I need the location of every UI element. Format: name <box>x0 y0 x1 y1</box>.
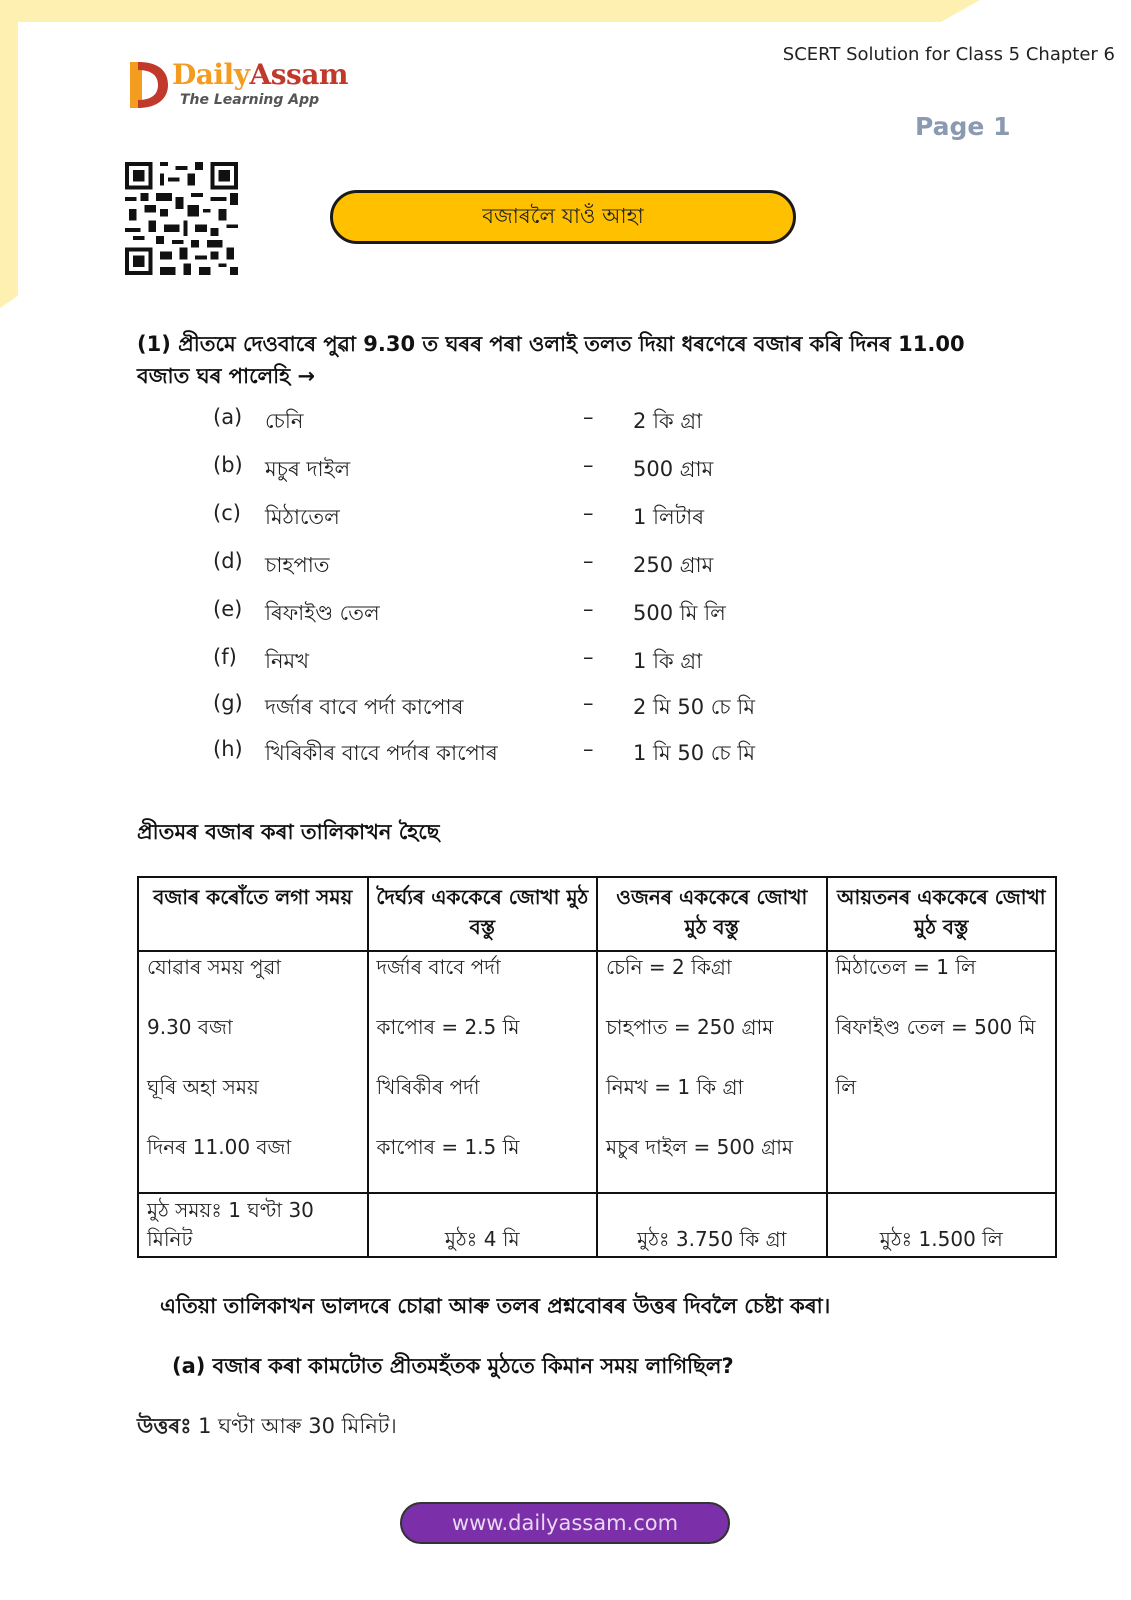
page-corner-band-left <box>0 0 18 308</box>
item-name: মচুৰ দাইল <box>265 457 351 481</box>
item-dash: – <box>583 405 594 429</box>
item-name: দৰ্জাৰ বাবে পৰ্দা কাপোৰ <box>265 695 464 719</box>
logo-tagline: The Learning App <box>180 92 320 108</box>
page-number: Page 1 <box>915 112 1011 141</box>
col-header-length: দৈৰ্ঘ্যৰ এককেৰে জোখা মুঠ বস্তু <box>368 877 598 951</box>
list-item <box>213 645 813 675</box>
item-dash: – <box>583 597 594 621</box>
question-a: (a) বজাৰ কৰা কামটোত প্ৰীতমহঁতক মুঠতে কিমান সময় লাগিছিল? <box>172 1354 734 1378</box>
item-label: (a) <box>213 405 243 429</box>
item-dash: – <box>583 691 594 715</box>
cell-line: চেনি = 2 কিগ্ৰা <box>606 955 732 979</box>
cell-weight <box>597 951 827 1193</box>
answer-label: উত্তৰঃ <box>137 1414 192 1438</box>
item-label: (c) <box>213 501 241 525</box>
item-name: ৰিফাইণ্ড তেল <box>265 601 380 625</box>
table-total-row <box>138 1193 1056 1257</box>
item-quantity: 1 লিটাৰ <box>633 505 705 529</box>
qr-code-icon[interactable] <box>125 162 238 275</box>
list-item <box>213 737 813 767</box>
logo-d-icon <box>128 60 168 110</box>
page-corner-band-top <box>0 0 980 22</box>
cell-line: কাপোৰ = 2.5 মি <box>376 1015 520 1039</box>
question-1: (1) প্ৰীতমে দেওবাৰে পুৱা 9.30 ত ঘৰৰ পৰা ওলাই তলত দিয়া ধৰণেৰে বজাৰ কৰি দিনৰ 11.00 বজাত ঘৰ পালেহি → <box>137 332 965 388</box>
item-quantity: 1 কি গ্ৰা <box>633 649 703 673</box>
item-name: নিমখ <box>265 649 309 673</box>
item-name: চেনি <box>265 409 304 433</box>
answer <box>137 1410 397 1445</box>
item-name: খিৰিকীৰ বাবে পৰ্দাৰ কাপোৰ <box>265 741 498 765</box>
document-title: SCERT Solution for Class 5 Chapter 6 <box>782 44 1115 65</box>
footer-website-link[interactable]: www.dailyassam.com <box>400 1502 730 1544</box>
cell-volume <box>827 951 1057 1193</box>
total-weight: মুঠঃ 3.750 কি গ্ৰা <box>597 1193 827 1257</box>
item-dash: – <box>583 501 594 525</box>
col-header-volume: আয়তনৰ এককেৰে জোখা মুঠ বস্তু <box>827 877 1057 951</box>
item-label: (b) <box>213 453 243 477</box>
item-dash: – <box>583 549 594 573</box>
list-item <box>213 453 813 483</box>
instruction-text: এতিয়া তালিকাখন ভালদৰে চোৱা আৰু তলৰ প্ৰশ্নবোৰৰ উত্তৰ দিবলৈ চেষ্টা কৰা। <box>160 1294 831 1318</box>
item-label: (d) <box>213 549 243 573</box>
item-label: (g) <box>213 691 243 715</box>
dailyassam-logo[interactable] <box>128 58 348 114</box>
item-name: চাহপাত <box>265 553 330 577</box>
item-name: মিঠাতেল <box>265 505 340 529</box>
table-header-row <box>138 877 1056 951</box>
item-label: (h) <box>213 737 243 761</box>
list-item <box>213 549 813 579</box>
total-length: মুঠঃ 4 মি <box>368 1193 598 1257</box>
item-label: (e) <box>213 597 243 621</box>
item-quantity: 250 গ্ৰাম <box>633 553 714 577</box>
cell-line: মিঠাতেল = 1 লি <box>835 955 976 979</box>
cell-line: 9.30 বজা <box>147 1015 233 1039</box>
cell-time <box>138 951 368 1193</box>
shopping-table <box>137 876 1057 1258</box>
item-dash: – <box>583 453 594 477</box>
item-quantity: 1 মি 50 চে মি <box>633 741 755 765</box>
col-header-weight: ওজনৰ এককেৰে জোখা মুঠ বস্তু <box>597 877 827 951</box>
table-row <box>138 951 1056 1193</box>
col-header-time: বজাৰ কৰোঁতে লগা সময় <box>138 877 368 951</box>
cell-line: মচুৰ দাইল = 500 গ্ৰাম <box>606 1135 794 1159</box>
cell-line: যোৱাৰ সময় পুৱা <box>147 955 282 979</box>
cell-line: কাপোৰ = 1.5 মি <box>376 1135 520 1159</box>
table-heading: প্ৰীতমৰ বজাৰ কৰা তালিকাখন হৈছে <box>137 820 440 844</box>
total-time: মুঠ সময়ঃ 1 ঘণ্টা 30 মিনিট <box>138 1193 368 1257</box>
cell-line: নিমখ = 1 কি গ্ৰা <box>606 1075 744 1099</box>
cell-line: খিৰিকীৰ পৰ্দা <box>376 1075 480 1099</box>
item-quantity: 500 মি লি <box>633 601 726 625</box>
list-item <box>213 501 813 531</box>
cell-line: লি <box>835 1075 857 1099</box>
item-dash: – <box>583 737 594 761</box>
cell-length <box>368 951 598 1193</box>
item-label: (f) <box>213 645 237 669</box>
cell-line: ঘূৰি অহা সময় <box>147 1075 259 1099</box>
cell-line: দিনৰ 11.00 বজা <box>147 1135 292 1159</box>
chapter-title-banner: বজাৰলৈ যাওঁ আহা <box>330 190 796 244</box>
item-dash: – <box>583 645 594 669</box>
cell-line: ৰিফাইণ্ড তেল = 500 মি <box>835 1015 1036 1039</box>
list-item <box>213 691 813 721</box>
answer-text: 1 ঘণ্টা আৰু 30 মিনিট। <box>191 1414 397 1438</box>
cell-line: দৰ্জাৰ বাবে পৰ্দা <box>376 955 501 979</box>
cell-line: চাহপাত = 250 গ্ৰাম <box>606 1015 774 1039</box>
item-quantity: 500 গ্ৰাম <box>633 457 714 481</box>
item-quantity: 2 মি 50 চে মি <box>633 695 755 719</box>
item-quantity: 2 কি গ্ৰা <box>633 409 703 433</box>
list-item <box>213 597 813 627</box>
list-item <box>213 405 813 435</box>
total-volume: মুঠঃ 1.500 লি <box>827 1193 1057 1257</box>
logo-title: DailyAssam <box>172 58 348 91</box>
